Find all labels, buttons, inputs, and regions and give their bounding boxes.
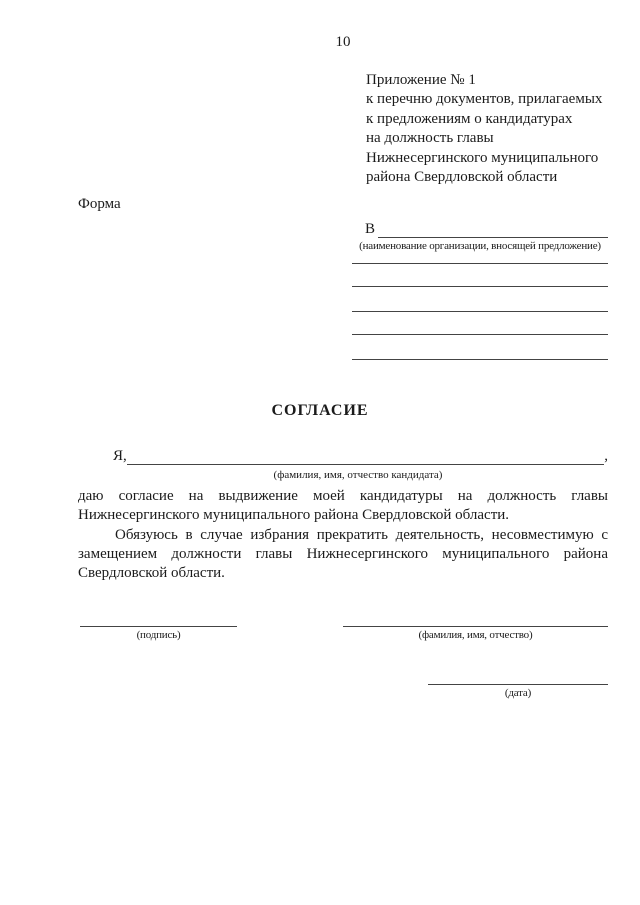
candidate-name-fill-line	[127, 449, 604, 465]
signature-field	[80, 617, 237, 641]
blank-line	[352, 311, 608, 312]
date-line	[428, 675, 608, 685]
blank-line	[352, 359, 608, 360]
date-caption: (дата)	[504, 687, 532, 699]
addressee-caption: (наименование организации, вносящей предложение)	[359, 240, 601, 252]
consent-title: СОГЛАСИЕ	[271, 402, 369, 419]
appendix-header-line: к предложениям о кандидатурах	[366, 110, 573, 127]
blank-line	[352, 286, 608, 287]
consent-prefix: Я,	[113, 448, 127, 464]
full-name-field	[343, 617, 608, 641]
appendix-header-line: к перечню документов, прилагаемых	[366, 91, 603, 108]
addressee-block	[352, 221, 608, 252]
page-content	[78, 0, 608, 905]
full-name-line	[343, 617, 608, 627]
date-field	[428, 675, 608, 699]
appendix-header	[366, 71, 611, 187]
page-number: 10	[335, 34, 351, 50]
form-label: Форма	[78, 196, 121, 212]
blank-line	[352, 263, 608, 264]
appendix-header-line: района Свердловской области	[366, 169, 558, 186]
addressee-fill-line	[378, 221, 608, 238]
full-name-caption: (фамилия, имя, отчество)	[418, 629, 533, 641]
appendix-header-line: Нижнесергинского муниципального	[366, 149, 599, 166]
appendix-header-line: на должность главы	[366, 130, 494, 147]
signature-caption: (подпись)	[136, 629, 181, 641]
appendix-header-line: Приложение № 1	[366, 72, 476, 88]
consent-paragraph-1: даю согласие на выдвижение моей кандидатуры на должность главы Нижнесергинского муниципального района Свердловской области.	[78, 488, 608, 524]
candidate-name-caption: (фамилия, имя, отчество кандидата)	[273, 469, 443, 481]
addressee-prefix: В	[365, 221, 376, 237]
consent-name-row	[113, 449, 608, 465]
addressee-row	[365, 221, 608, 238]
blank-line	[352, 334, 608, 335]
trailing-comma: ,	[604, 448, 608, 464]
consent-body	[78, 487, 608, 583]
consent-paragraph-2: Обязуюсь в случае избрания прекратить деятельность, несовместимую с замещением должности главы Нижнесергинского муниципального района Свердловской области.	[78, 526, 608, 582]
signature-line	[80, 617, 237, 627]
